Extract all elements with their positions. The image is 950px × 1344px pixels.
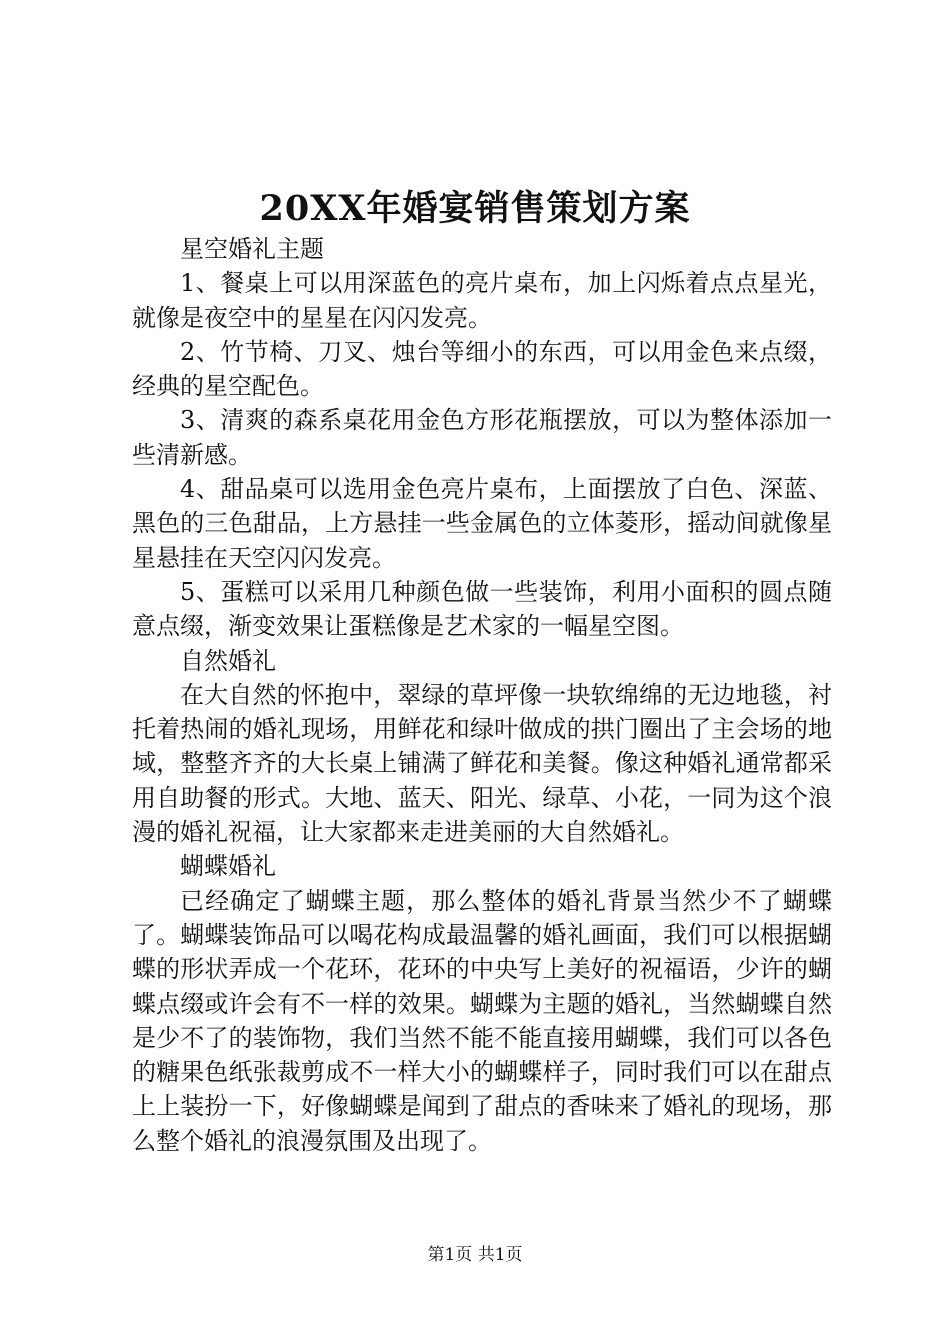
paragraph: 4、甜品桌可以选用金色亮片桌布，上面摆放了白色、深蓝、黑色的三色甜品，上方悬挂一些金属色的立体菱形，摇动间就像星星悬挂在天空闪闪发亮。	[132, 475, 832, 572]
paragraph: 在大自然的怀抱中，翠绿的草坪像一块软绵绵的无边地毯，衬托着热闹的婚礼现场，用鲜花和绿叶做成的拱门圈出了主会场的地域，整整齐齐的大长桌上铺满了鲜花和美餐。像这种婚礼通常都采用自助餐的形式。大地、蓝天、阳光、绿草、小花，一同为这个浪漫的婚礼祝福，让大家都来走进美丽的大自然婚礼。	[132, 680, 832, 847]
paragraph: 5、蛋糕可以采用几种颜色做一些装饰，利用小面积的圆点随意点缀，渐变效果让蛋糕像是艺术家的一幅星空图。	[132, 577, 832, 641]
page-footer: 第1页 共1页	[427, 1245, 523, 1265]
paragraph: 2、竹节椅、刀叉、烛台等细小的东西，可以用金色来点缀，经典的星空配色。	[132, 337, 832, 401]
section-heading-butterfly: 蝴蝶婚礼	[180, 852, 276, 881]
document-body	[132, 232, 832, 1158]
paragraph: 3、清爽的森系桌花用金色方形花瓶摆放，可以为整体添加一些清新感。	[132, 406, 832, 469]
paragraph: 1、餐桌上可以用深蓝色的亮片桌布，加上闪烁着点点星光，就像是夜空中的星星在闪闪发亮。	[132, 269, 832, 332]
paragraph: 已经确定了蝴蝶主题，那么整体的婚礼背景当然少不了蝴蝶了。蝴蝶装饰品可以喝花构成最温馨的婚礼画面，我们可以根据蝴蝶的形状弄成一个花环，花环的中央写上美好的祝福语，少许的蝴蝶点缀或许会有不一样的效果。蝴蝶为主题的婚礼，当然蝴蝶自然是少不了的装饰物，我们当然不能不能直接用蝴蝶，我们可以各色的糖果色纸张裁剪成不一样大小的蝴蝶样子，同时我们可以在甜点上上装扮一下，好像蝴蝶是闻到了甜点的香味来了婚礼的现场，那么整个婚礼的浪漫氛围及出现了。	[132, 886, 832, 1155]
document-title: 20XX年婚宴销售策划方案	[259, 188, 691, 229]
section-heading-nature: 自然婚礼	[180, 646, 276, 675]
section-heading-starry: 星空婚礼主题	[180, 235, 324, 263]
